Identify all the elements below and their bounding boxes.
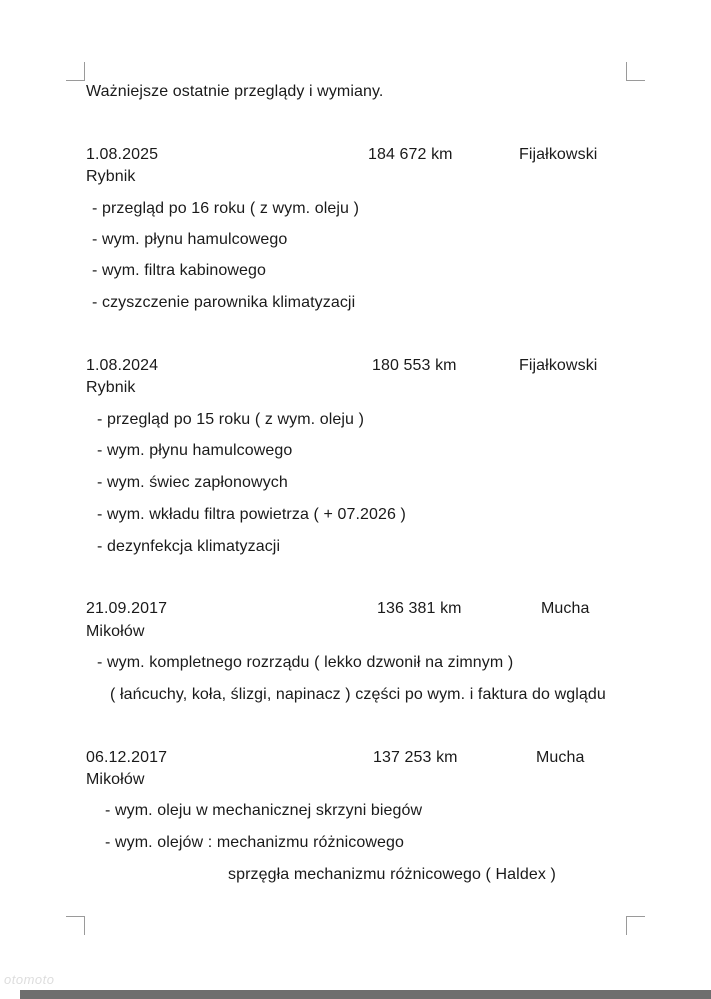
- entry-city: Mikołów: [86, 623, 145, 640]
- entry-item: ( łańcuchy, koła, ślizgi, napinacz ) części po wym. i faktura do wglądu: [110, 686, 606, 703]
- entry-date: 06.12.2017: [86, 749, 168, 766]
- watermark: otomoto: [4, 972, 55, 987]
- entry-city: Rybnik: [86, 379, 136, 396]
- entry-workshop: Mucha: [541, 600, 590, 617]
- entry-workshop: Fijałkowski: [519, 357, 598, 374]
- entry-mileage: 184 672 km: [368, 146, 453, 163]
- entry-item: - wym. wkładu filtra powietrza ( + 07.2026 ): [97, 506, 406, 523]
- crop-mark-bottom-right: [626, 916, 645, 935]
- crop-mark-top-right: [626, 62, 645, 81]
- entry-mileage: 180 553 km: [372, 357, 457, 374]
- entry-mileage: 136 381 km: [377, 600, 462, 617]
- entry-item: - wym. świec zapłonowych: [97, 474, 288, 491]
- bottom-bar: [20, 990, 711, 999]
- document-heading: Ważniejsze ostatnie przeglądy i wymiany.: [86, 83, 384, 100]
- entry-item: - wym. kompletnego rozrządu ( lekko dzwonił na zimnym ): [97, 654, 514, 671]
- entry-item: - przegląd po 15 roku ( z wym. oleju ): [97, 411, 365, 428]
- entry-workshop: Fijałkowski: [519, 146, 598, 163]
- entry-item: - dezynfekcja klimatyzacji: [97, 538, 281, 555]
- entry-item: - wym. płynu hamulcowego: [92, 231, 288, 248]
- entry-date: 21.09.2017: [86, 600, 168, 617]
- entry-workshop: Mucha: [536, 749, 585, 766]
- entry-mileage: 137 253 km: [373, 749, 458, 766]
- entry-date: 1.08.2024: [86, 357, 159, 374]
- entry-item: - przegląd po 16 roku ( z wym. oleju ): [92, 200, 360, 217]
- entry-city: Mikołów: [86, 771, 145, 788]
- entry-item: - wym. olejów : mechanizmu różnicowego: [105, 834, 405, 851]
- entry-item: - czyszczenie parownika klimatyzacji: [92, 294, 356, 311]
- entry-item: sprzęgła mechanizmu różnicowego ( Haldex ): [228, 866, 556, 883]
- entry-item: - wym. oleju w mechanicznej skrzyni biegów: [105, 802, 423, 819]
- entry-city: Rybnik: [86, 168, 136, 185]
- entry-item: - wym. filtra kabinowego: [92, 262, 267, 279]
- entry-date: 1.08.2025: [86, 146, 159, 163]
- crop-mark-top-left: [66, 62, 85, 81]
- crop-mark-bottom-left: [66, 916, 85, 935]
- entry-item: - wym. płynu hamulcowego: [97, 442, 293, 459]
